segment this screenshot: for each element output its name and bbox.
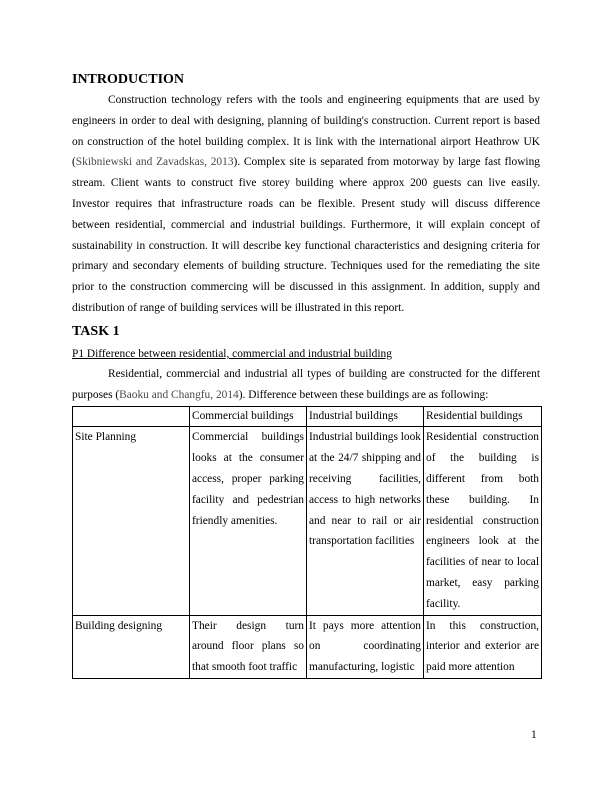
table-header-row (73, 407, 542, 427)
table-cell: Industrial buildings look at the 24/7 shipping and receiving facilities, access to high networks and near to rail or air transportation facilities (307, 427, 424, 615)
task-paragraph: Residential, commercial and industrial all types of building are constructed for the different purposes (Baoku and Changfu, 2014). Difference between these buildings are as following: (72, 367, 540, 401)
comparison-table (72, 406, 542, 679)
page-number: 1 (531, 729, 537, 741)
table-cell: Their design turn around floor plans so that smooth foot traffic (190, 615, 307, 678)
table-cell: It pays more attention on coordinating manufacturing, logistic (307, 615, 424, 678)
task-heading: TASK 1 (72, 323, 120, 339)
table-row (73, 427, 542, 615)
introduction-paragraph: Construction technology refers with the tools and engineering equipments that are used by engineers in order to deal with designing, planning of building's construction. Current report is based on construction of the hotel building complex. It is link with the international airport Heathrow UK (Skibniewski and Zavadskas, 2013). Complex site is separated from motorway by large fast flowing stream. Client wants to construct five storey building where approx 200 guests can live easily. Investor requires that infrastructure roads can be flexible. Present study will discuss difference between residential, commercial and industrial buildings. Furthermore, it will explain concept of sustainability in construction. It will describe key functional characteristics and designing criteria for primary and secondary elements of building structure. Techniques used for the remediating the site prior to the construction commercing will be discussed in this assignment. In addition, supply and distribution of range of building services will be illustrated in this report. (72, 94, 540, 314)
table-header-cell: Industrial buildings (307, 407, 424, 427)
table-header-cell: Commercial buildings (190, 407, 307, 427)
task-subheading: P1 Difference between residential, commercial and industrial building (72, 347, 392, 360)
page-body (72, 70, 540, 679)
row-label-cell: Building designing (73, 615, 190, 678)
row-label-cell: Site Planning (73, 427, 190, 615)
citation-baoku: Baoku and Changfu, 2014 (119, 388, 239, 401)
introduction-heading: INTRODUCTION (72, 72, 185, 87)
table-cell: Commercial buildings looks at the consumer access, proper parking facility and pedestrian friendly amenities. (190, 427, 307, 615)
table-cell: In this construction, interior and exterior are paid more attention (424, 615, 542, 678)
table-header-cell (73, 407, 190, 427)
table-cell: Residential construction of the building is different from both these building. In residential construction engineers look at the facilities of near to local market, easy parking facility. (424, 427, 542, 615)
citation-skibniewski: Skibniewski and Zavadskas, 2013 (75, 156, 234, 169)
table-header-cell: Residential buildings (424, 407, 542, 427)
table-row (73, 615, 542, 678)
